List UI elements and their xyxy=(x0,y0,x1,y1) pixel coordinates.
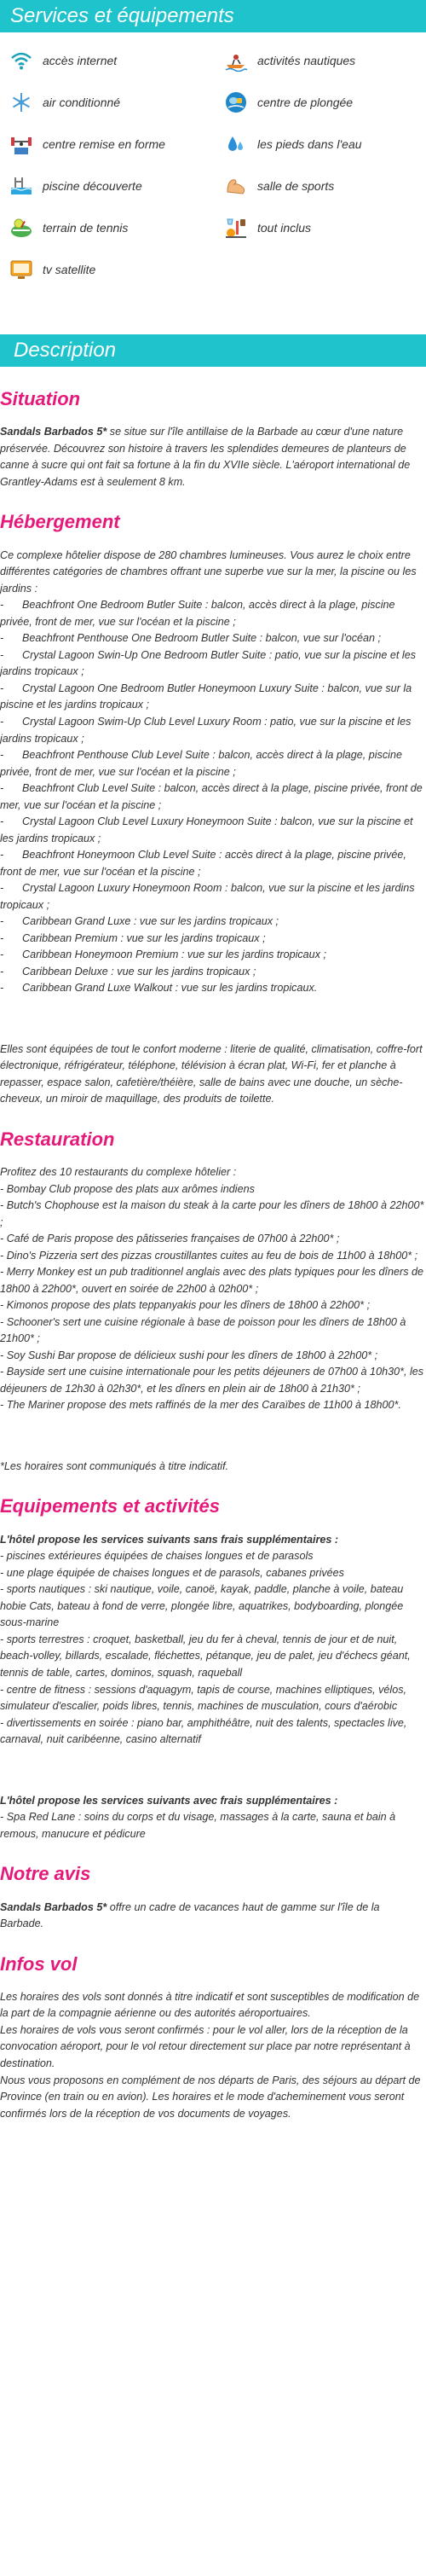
restaurant-list xyxy=(0,1164,426,1414)
service-item-ac: air conditionné xyxy=(9,90,120,115)
list-item: Nous vous proposons en complément de nos départs de Paris, des séjours au départ de Province (en train ou en avion). Les horaires et le mode d'acheminement vous seront confirmés lors de la réception de vos documents de voyages. xyxy=(0,2074,421,2120)
list-item: - Butch's Chophouse est la maison du steak à la carte pour les dîners de 18h00 à 22h00* ; xyxy=(0,1199,424,1228)
service-item-internet: accès internet xyxy=(9,48,117,73)
situation-text: Sandals Barbados 5* se situe sur l'île antillaise de la Barbade au cœur d'une nature préservée. Découvrez son histoire à travers les splendides demeures de planteurs de canne à sucre qui ont fait sa fortune à la fin du XVIIe siècle. L'aéroport international de Grantley-Adams est à seulement 8 km. xyxy=(0,426,411,488)
service-item-waterfront: les pieds dans l'eau xyxy=(223,131,362,157)
hebergement-equipment: Elles sont équipées de tout le confort moderne : literie de qualité, climatisation, coffre-fort électronique, réfrigérateur, téléphone, télévision à écran plat, Wi-Fi, fer et planche à repasser, espace salon, cafetière/théière, salle de bains avec une douche, un sèche-cheveux, un miroir de maquillage, des produits de toilette. xyxy=(0,1042,423,1105)
muscle-icon xyxy=(223,173,249,199)
water-drop-icon xyxy=(223,131,249,157)
list-item: - Spa Red Lane : soins du corps et du visage, massages à la carte, sauna et bain à remous, manucure et pédicure xyxy=(0,1811,396,1840)
list-item: - sports terrestres : croquet, basketball, jeu du fer à cheval, tennis de jour et de nuit, beach-volley, billards, escalade, fléchettes, pétanque, jeu de palet, jeu d'échecs géant, tennis de table, cartes, dominos, squash, raqueball xyxy=(0,1633,411,1679)
jet-ski-icon xyxy=(223,48,249,73)
list-item: - Beachfront One Bedroom Butler Suite : balcon, accès direct à la plage, piscine privée, front de mer, vue sur l'océan et la piscine ; xyxy=(0,599,395,628)
hebergement-intro: Ce complexe hôtelier dispose de 280 chambres lumineuses. Vous aurez le choix entre différentes catégories de chambres offrant une superbe vue sur la mer, la piscine ou les jardins : xyxy=(0,548,417,595)
room-list xyxy=(0,597,426,996)
list-item: - centre de fitness : sessions d'aquagym, tapis de course, machines elliptiques, vélos, simulateur d'escalier, poids libres, tennis, machines de musculation, cours d'aérobic xyxy=(0,1683,407,1713)
list-item: Les horaires de vols vous seront confirmés : pour le vol aller, lors de la réception de la convocation aéroport, pour le vol retour directement sur place par notre représentant à destination. xyxy=(0,2023,411,2069)
list-item: - Schooner's sert une cuisine régionale à base de poisson pour les dîners de 18h00 à 21h00* ; xyxy=(0,1315,406,1345)
list-item: Profitez des 10 restaurants du complexe hôtelier : xyxy=(0,1166,237,1179)
restauration-note: *Les horaires sont communiqués à titre indicatif. xyxy=(0,1459,229,1472)
list-item: - Merry Monkey est un pub traditionnel anglais avec des plats typiques pour les dîners de 18h00 à 22h00*, ouvert en soirée de 22h00 à 02h00* ; xyxy=(0,1266,424,1295)
fitness-icon xyxy=(9,131,34,157)
service-item-gym: salle de sports xyxy=(223,173,334,199)
paid-services-heading: L'hôtel propose les services suivants avec frais supplémentaires : xyxy=(0,1794,338,1807)
all-inclusive-icon xyxy=(223,215,249,241)
restauration-title: Restauration xyxy=(0,1128,115,1150)
diving-icon xyxy=(223,90,249,115)
list-item: - Beachfront Penthouse Club Level Suite : balcon, accès direct à la plage, piscine privée, front de mer, vue sur l'océan et la piscine ; xyxy=(0,749,402,778)
notre-avis-text: Sandals Barbados 5* offre un cadre de vacances haut de gamme sur l'île de la Barbade. xyxy=(0,1900,380,1930)
infos-vol-title: Infos vol xyxy=(0,1952,78,1975)
service-item-all-inclusive: tout inclus xyxy=(223,215,311,241)
list-item: - Beachfront Penthouse One Bedroom Butler Suite : balcon, vue sur l'océan ; xyxy=(0,632,382,645)
list-item: - Caribbean Premium : vue sur les jardins tropicaux ; xyxy=(0,931,266,944)
service-item-diving: centre de plongée xyxy=(223,90,353,115)
notre-avis-title: Notre avis xyxy=(0,1863,91,1885)
list-item: - Café de Paris propose des pâtisseries françaises de 07h00 à 22h00* ; xyxy=(0,1233,340,1245)
list-item: - Crystal Lagoon Swim-Up Club Level Luxury Room : patio, vue sur la piscine et les jardins tropicaux ; xyxy=(0,716,412,745)
pool-icon xyxy=(9,173,34,199)
description-banner xyxy=(0,334,426,367)
list-item: - Crystal Lagoon Swin-Up One Bedroom Butler Suite : patio, vue sur la piscine et les jardins tropicaux ; xyxy=(0,648,417,678)
activites-title: Equipements et activités xyxy=(0,1495,220,1517)
list-item: - Crystal Lagoon Luxury Honeymoon Room : balcon, vue sur la piscine et les jardins tropicaux ; xyxy=(0,882,415,911)
list-item: - Caribbean Honeymoon Premium : vue sur les jardins tropicaux ; xyxy=(0,949,326,961)
list-item: Les horaires des vols sont donnés à titre indicatif et sont susceptibles de modification de la part de la compagnie aérienne ou des autorités aéroportuaires. xyxy=(0,1990,420,2020)
list-item: - Kimonos propose des plats teppanyakis pour les dîners de 18h00 à 22h00* ; xyxy=(0,1299,371,1312)
free-services-heading: L'hôtel propose les services suivants sans frais supplémentaires : xyxy=(0,1533,339,1546)
list-item: - Bayside sert une cuisine internationale pour les petits déjeuners de 07h00 à 10h30*, les déjeuners de 12h30 à 02h30*, et les dîners en plein air de 18h00 à 21h30* ; xyxy=(0,1366,424,1395)
service-item-fitness: centre remise en forme xyxy=(9,131,165,157)
list-item: - Caribbean Grand Luxe : vue sur les jardins tropicaux ; xyxy=(0,915,279,928)
tv-icon xyxy=(9,257,34,282)
list-item: - divertissements en soirée : piano bar, amphithéâtre, nuit des talents, spectacles live, carnaval, nuit caribéenne, casino alternatif xyxy=(0,1716,407,1746)
list-item: - Soy Sushi Bar propose de délicieux sushi pour les dîners de 18h00 à 22h00* ; xyxy=(0,1349,378,1361)
list-item: - Dino's Pizzeria sert des pizzas croustillantes cuites au feu de bois de 11h00 à 18h00* ; xyxy=(0,1249,418,1262)
list-item: - une plage équipée de chaises longues et de parasols, cabanes privées xyxy=(0,1566,344,1579)
wifi-icon xyxy=(9,48,34,73)
infos-vol-text xyxy=(0,1989,426,2122)
service-item-pool: piscine découverte xyxy=(9,173,142,199)
hebergement-title: Hébergement xyxy=(0,511,120,533)
service-item-tennis: terrain de tennis xyxy=(9,215,128,241)
list-item: - piscines extérieures équipées de chaises longues et de parasols xyxy=(0,1550,314,1563)
service-item-tv: tv satellite xyxy=(9,257,95,282)
situation-title: Situation xyxy=(0,388,81,409)
snowflake-icon xyxy=(9,90,34,115)
services-banner xyxy=(0,0,426,32)
service-item-nautical: activités nautiques xyxy=(223,48,355,73)
free-services-list xyxy=(0,1548,426,1748)
list-item: - Beachfront Honeymoon Club Level Suite : accès direct à la plage, piscine privée, front de mer, vue sur l'océan et la piscine ; xyxy=(0,849,406,878)
tennis-icon xyxy=(9,215,34,241)
list-item: - sports nautiques : ski nautique, voile, canoë, kayak, paddle, planche à voile, bateau hobie Cats, bateau à fond de verre, plongée libre, aquatrikes, bodyboarding, plongée sous-marine xyxy=(0,1583,404,1629)
list-item: - Crystal Lagoon Club Level Luxury Honeymoon Suite : balcon, vue sur la piscine et les jardins tropicaux ; xyxy=(0,815,413,844)
paid-services-list xyxy=(0,1809,426,1842)
list-item: - Crystal Lagoon One Bedroom Butler Honeymoon Luxury Suite : balcon, vue sur la piscine et les jardins tropicaux ; xyxy=(0,682,412,711)
description-content xyxy=(0,388,426,2122)
list-item: - Caribbean Deluxe : vue sur les jardins tropicaux ; xyxy=(0,965,256,978)
list-item: - Beachfront Club Level Suite : balcon, accès direct à la plage, piscine privée, front de mer, vue sur l'océan et la piscine ; xyxy=(0,782,423,811)
list-item: - Bombay Club propose des plats aux arômes indiens xyxy=(0,1182,255,1195)
services-title: Services et équipements xyxy=(10,4,234,27)
list-item: - The Mariner propose des mets raffinés de la mer des Caraïbes de 11h00 à 18h00*. xyxy=(0,1399,401,1412)
list-item: - Caribbean Grand Luxe Walkout : vue sur les jardins tropicaux. xyxy=(0,982,318,995)
description-title: Description xyxy=(14,339,117,362)
